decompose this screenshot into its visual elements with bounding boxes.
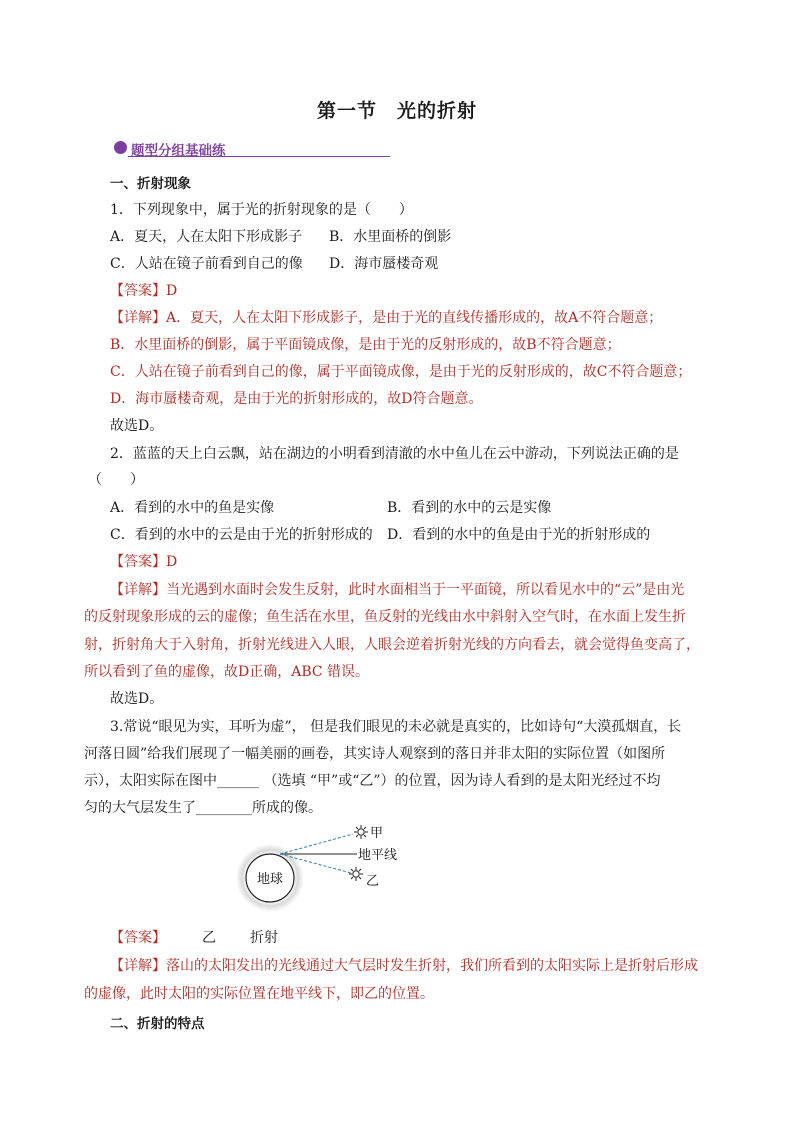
q1-conclusion: 故选D。 bbox=[110, 418, 164, 434]
sun-yi-icon bbox=[349, 867, 363, 881]
detail-label: 【详解】 bbox=[110, 958, 166, 974]
q1-detail-3: C．人站在镜子前看到自己的像，属于平面镜成像，是由于光的反射形成的，故C不符合题意； bbox=[110, 364, 692, 380]
detail-label: 【详解】 bbox=[110, 582, 166, 598]
page-title: 第一节 光的折射 bbox=[316, 100, 477, 122]
answer-value: D bbox=[166, 554, 178, 570]
section-tag-label: 题型分组基础练 bbox=[131, 143, 226, 159]
q2-detail-4: 所以看到了鱼的虚像，故D正确，ABC 错误。 bbox=[84, 664, 370, 680]
detail-label: 【详解】 bbox=[110, 310, 166, 326]
section-heading-2: 二、折射的特点 bbox=[110, 1016, 205, 1032]
q2-option-d: D．看到的水中的鱼是由于光的折射形成的 bbox=[387, 527, 651, 543]
detail-text: 落山的太阳发出的光线通过大气层时发生折射，我们所看到的太阳实际上是折射后形成 bbox=[166, 958, 698, 974]
q1-detail-4: D．海市蜃楼奇观，是由于光的折射形成的，故D符合题意。 bbox=[110, 391, 483, 407]
q1-detail-1 bbox=[110, 307, 662, 327]
horizon-label: 地平线 bbox=[358, 848, 398, 863]
q3-detail-1 bbox=[110, 955, 698, 975]
q2-option-c: C．看到的水中的云是由于光的折射形成的 bbox=[110, 527, 373, 543]
sun-jia-icon bbox=[354, 825, 368, 839]
q1-option-c: C．人站在镜子前看到自己的像 bbox=[110, 256, 303, 272]
q3-answer-2: 折射 bbox=[250, 930, 278, 946]
bullet-dot-icon bbox=[114, 141, 127, 154]
earth-label: 地球 bbox=[256, 872, 284, 887]
q1-stem: 1．下列现象中，属于光的折射现象的是（ ） bbox=[110, 202, 413, 218]
q1-detail-2: B．水里面桥的倒影，属于平面镜成像，是由于光的反射形成的，故B不符合题意； bbox=[110, 337, 621, 353]
q1-answer bbox=[110, 280, 177, 300]
q2-option-b: B．看到的水中的云是实像 bbox=[387, 500, 552, 516]
q3-answer bbox=[110, 927, 166, 947]
sun-yi-label: 乙 bbox=[366, 874, 380, 889]
q3-stem-1: 3.常说“眼见为实，耳听为虚”， 但是我们眼见的未必就是真实的，比如诗句“大漠孤烟直，长 bbox=[110, 719, 682, 735]
q2-conclusion: 故选D。 bbox=[110, 691, 164, 707]
detail-text: 当光遇到水面时会发生反射，此时水面相当于一平面镜，所以看见水中的“云”是由光 bbox=[166, 582, 685, 598]
q2-answer bbox=[110, 551, 177, 571]
section-heading-1: 一、折射现象 bbox=[110, 176, 191, 192]
sunset-figure bbox=[225, 818, 425, 918]
q2-stem-2: （ ） bbox=[88, 472, 144, 488]
tag-underline bbox=[128, 156, 390, 157]
q3-stem-4: 匀的大气层发生了________所成的像。 bbox=[84, 800, 322, 816]
q2-detail-2: 的反射现象形成的云的虚像；鱼生活在水里，鱼反射的光线由水中斜射入空气时，在水面上发生折 bbox=[84, 609, 686, 625]
q2-detail-3: 射，折射角大于入射角，折射光线进入人眼，人眼会逆着折射光线的方向看去，就会觉得鱼变高了， bbox=[84, 637, 700, 653]
q3-detail-2: 的虚像，此时太阳的实际位置在地平线下，即乙的位置。 bbox=[84, 986, 434, 1002]
q1-option-a: A．夏天，人在太阳下形成影子 bbox=[110, 229, 303, 245]
q2-option-a: A．看到的水中的鱼是实像 bbox=[110, 500, 275, 516]
ray-to-jia bbox=[280, 834, 353, 854]
answer-label: 【答案】 bbox=[110, 554, 166, 570]
q3-stem-2: 河落日圆”给我们展现了一幅美丽的画卷，其实诗人观察到的落日并非太阳的实际位置（如图所 bbox=[84, 746, 666, 762]
q3-answer-1: 乙 bbox=[202, 930, 216, 946]
answer-value: D bbox=[166, 283, 178, 299]
q2-detail-1 bbox=[110, 579, 684, 599]
q1-option-d: D．海市蜃楼奇观 bbox=[329, 256, 439, 272]
sun-jia-label: 甲 bbox=[370, 826, 384, 841]
detail-text: A．夏天，人在太阳下形成影子，是由于光的直线传播形成的，故A不符合题意； bbox=[166, 310, 663, 326]
q1-option-b: B．水里面桥的倒影 bbox=[329, 229, 452, 245]
answer-label: 【答案】 bbox=[110, 283, 166, 299]
answer-label: 【答案】 bbox=[110, 930, 166, 946]
q3-stem-3: 示），太阳实际在图中______ （选填 “甲”或“乙”）的位置，因为诗人看到的是太阳光经过不均 bbox=[84, 773, 661, 789]
q2-stem-1: 2．蓝蓝的天上白云飘，站在湖边的小明看到清澈的水中鱼儿在云中游动，下列说法正确的是 bbox=[110, 446, 679, 462]
